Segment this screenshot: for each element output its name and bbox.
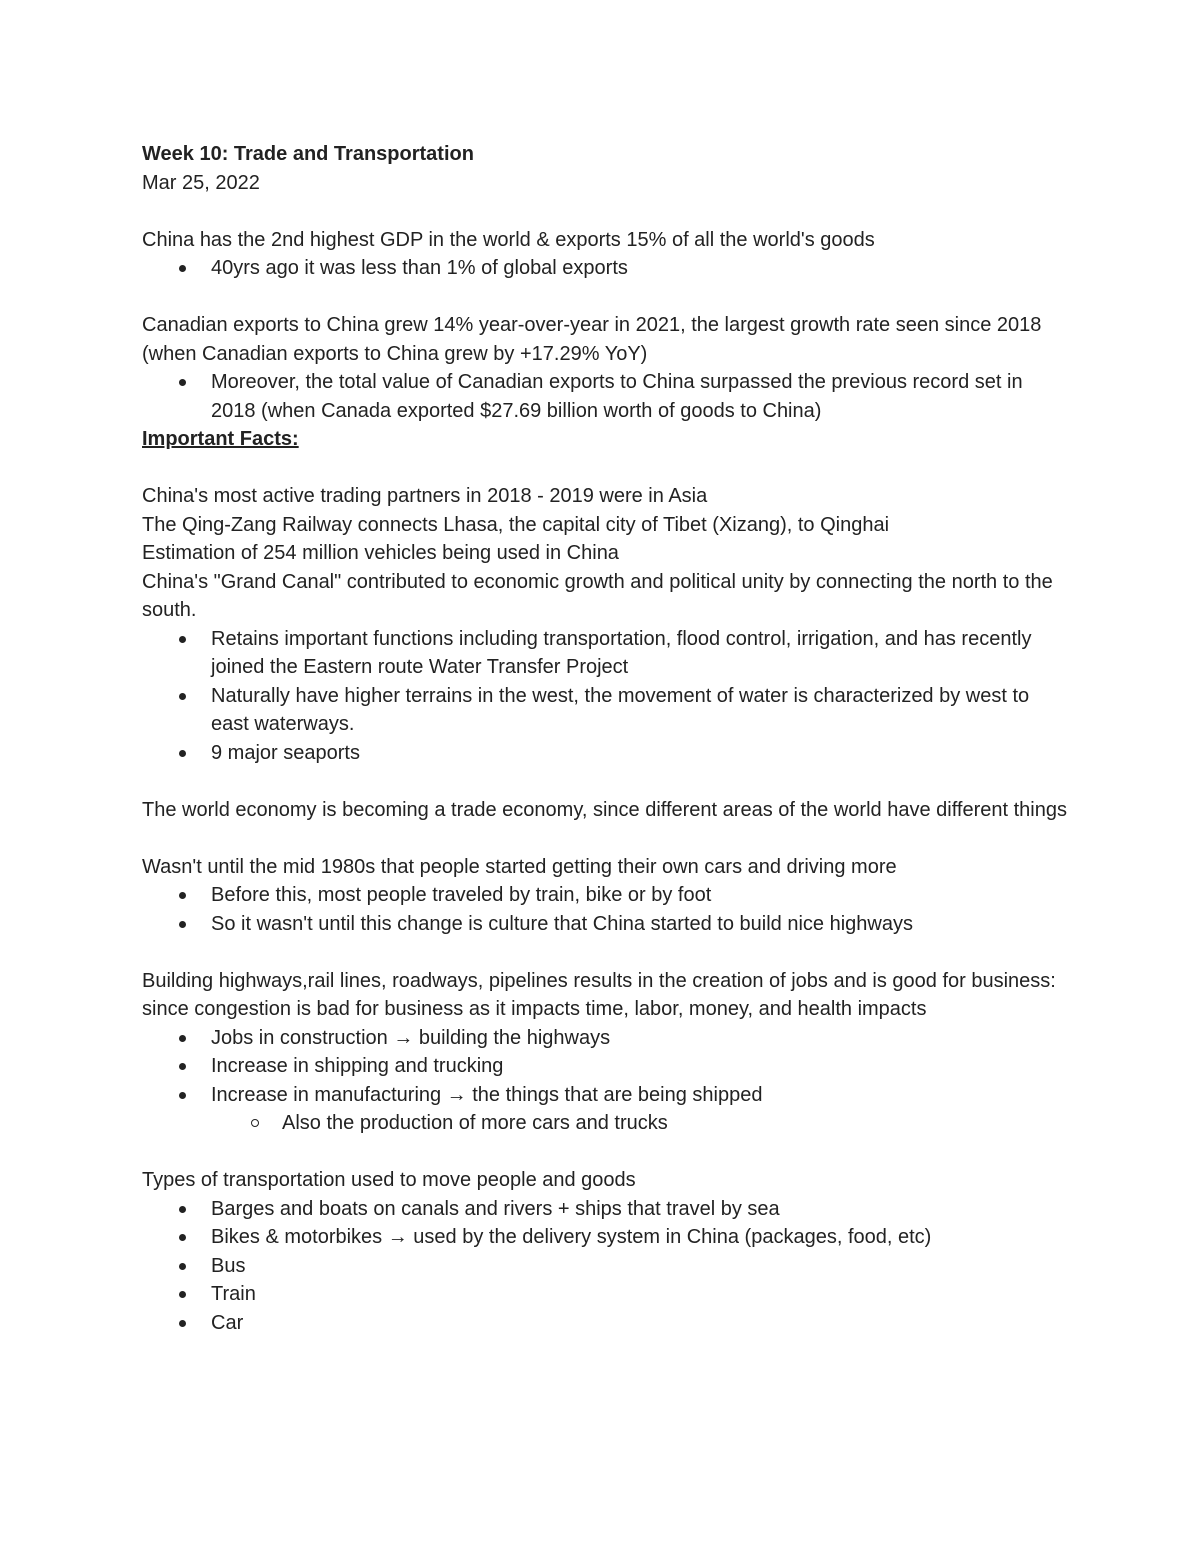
transport-paragraph: Types of transportation used to move people and goods [142,1169,636,1191]
list-item: Train [142,1280,1072,1309]
list-item: 9 major seaports [142,739,1072,768]
blank-line [142,938,1072,967]
document-page [142,140,1072,1337]
economy-paragraph: The world economy is becoming a trade economy, since different areas of the world have different things [142,798,1067,821]
list-item: So it wasn't until this change is culture that China started to build nice highways [142,910,1072,939]
list-item: Increase in manufacturing → the things that are being shipped [142,1081,1072,1110]
highways-bullet-list [142,1024,1072,1138]
blank-line [142,824,1072,853]
list-item: Increase in shipping and trucking [142,1052,1072,1081]
list-item: Before this, most people traveled by train, bike or by foot [142,881,1072,910]
gdp-bullet-list [142,254,1072,283]
list-item: Retains important functions including transportation, flood control, irrigation, and has recently joined the Eastern route Water Transfer Project [142,625,1072,682]
blank-line [142,283,1072,312]
blank-line [142,454,1072,483]
important-facts-heading: Important Facts: [142,428,299,450]
highways-paragraph: Building highways,rail lines, roadways, pipelines results in the creation of jobs and is good for business: since congestion is bad for business as it impacts time, labor, money, and health impacts [142,969,1056,1020]
list-item: Moreover, the total value of Canadian exports to China surpassed the previous record set in 2018 (when Canada exported $27.69 billion worth of goods to China) [142,368,1072,425]
list-item: Car [142,1309,1072,1338]
list-item: Bus [142,1252,1072,1281]
document-title: Week 10: Trade and Transportation [142,143,474,165]
blank-line [142,767,1072,796]
list-item: Jobs in construction → building the highways [142,1024,1072,1053]
cars-bullet-list [142,881,1072,938]
facts-bullet-list [142,625,1072,768]
list-item: Naturally have higher terrains in the west, the movement of water is characterized by west to east waterways. [142,682,1072,739]
fact-line: The Qing-Zang Railway connects Lhasa, the capital city of Tibet (Xizang), to Qinghai [142,513,890,536]
list-item: 40yrs ago it was less than 1% of global exports [142,254,1072,283]
blank-line [142,197,1072,226]
list-item: Barges and boats on canals and rivers + ships that travel by sea [142,1195,1072,1224]
cars-paragraph: Wasn't until the mid 1980s that people started getting their own cars and driving more [142,855,897,878]
canada-paragraph: Canadian exports to China grew 14% year-over-year in 2021, the largest growth rate seen since 2018 (when Canadian exports to China grew by +17.29% YoY) [142,314,1042,365]
gdp-paragraph: China has the 2nd highest GDP in the world & exports 15% of all the world's goods [142,228,875,251]
blank-line [142,1138,1072,1167]
transport-bullet-list [142,1195,1072,1338]
sub-list-item: Also the production of more cars and trucks [142,1109,1072,1138]
fact-line: China's most active trading partners in 2018 - 2019 were in Asia [142,485,708,507]
document-date: Mar 25, 2022 [142,171,260,194]
list-item: Bikes & motorbikes → used by the delivery system in China (packages, food, etc) [142,1223,1072,1252]
fact-line: Estimation of 254 million vehicles being used in China [142,542,619,564]
canada-bullet-list [142,368,1072,425]
fact-line: China's "Grand Canal" contributed to economic growth and political unity by connecting the north to the south. [142,570,1053,621]
